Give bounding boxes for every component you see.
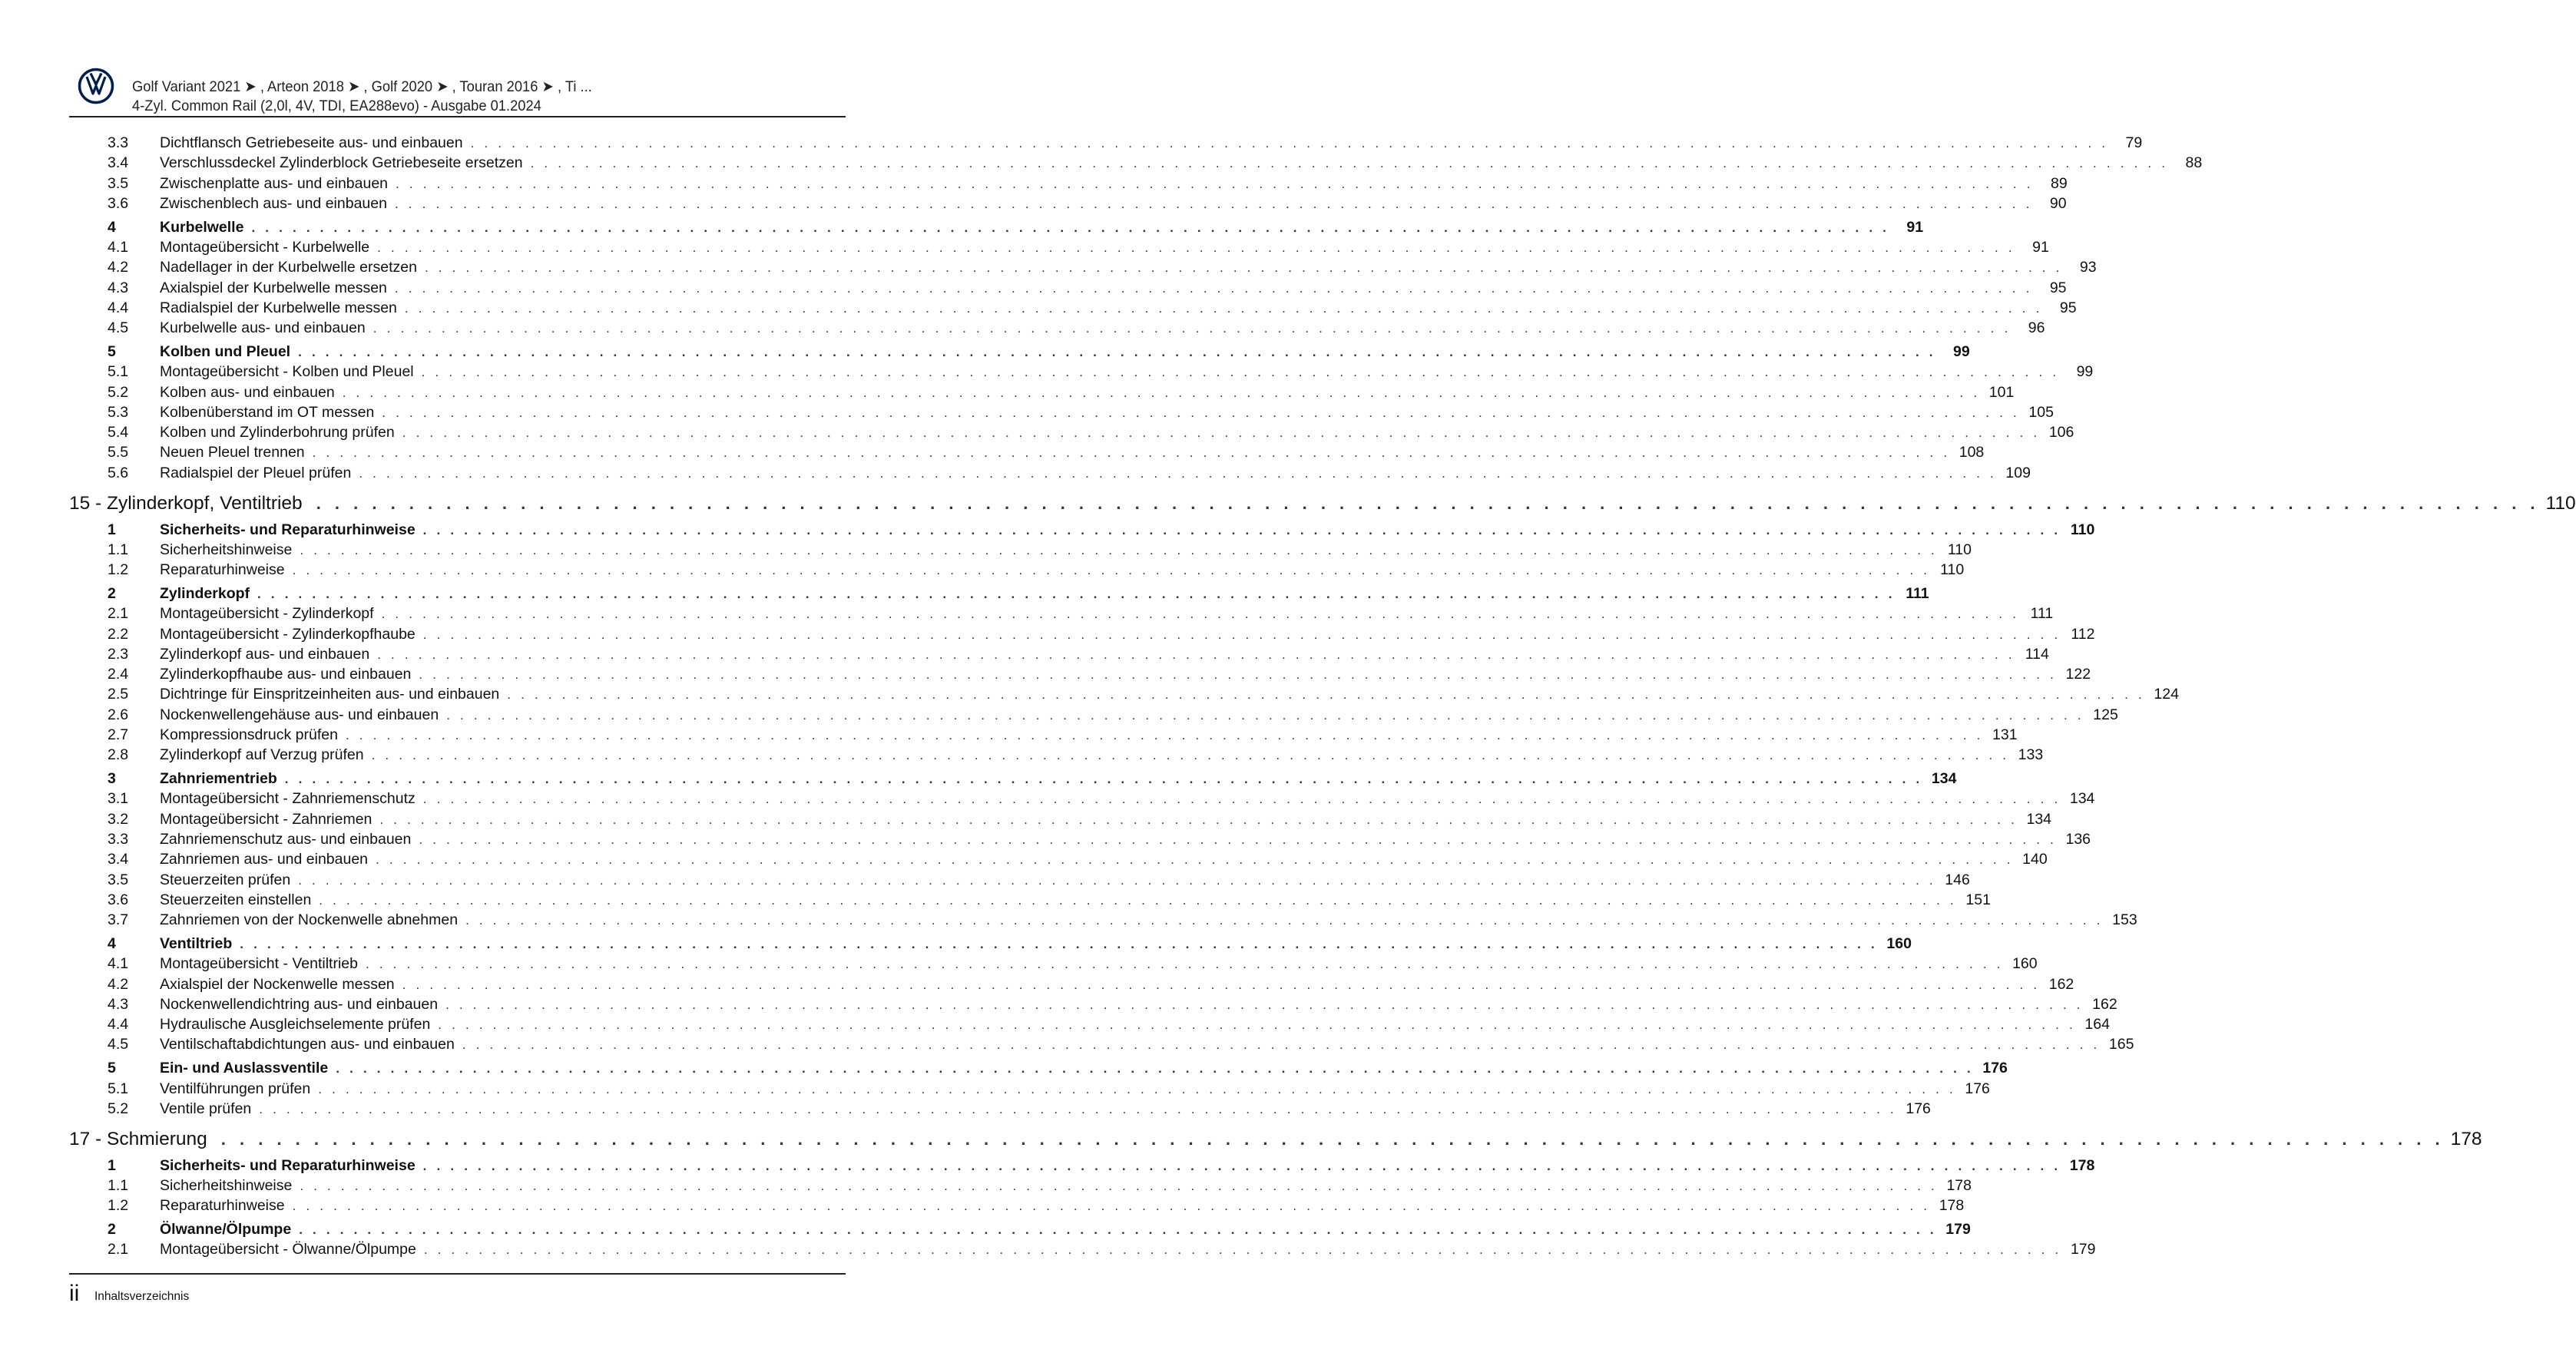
entry-page: 164: [2084, 1016, 2110, 1033]
entry-title: Axialspiel der Nockenwelle messen: [160, 975, 395, 993]
dot-leader: . . . . . . . . . . . . . . . . . . . . . . . . . . . . . . . . . . . . . . . . . . . . . . . . . . . . . . . . . . . . . . . . . . . . . . . . . . . . . . . . . . . . . . . . . . . . . . . . . . . . . . . . . . . . . . . . . . . . . . . .: [336, 1061, 1974, 1076]
entry-title: Ventilschaftabdichtungen aus- und einbauen: [160, 1036, 455, 1053]
toc-entry[interactable]: [69, 560, 1965, 580]
entry-number: 4.2: [108, 975, 129, 993]
dot-leader: . . . . . . . . . . . . . . . . . . . . . . . . . . . . . . . . . . . . . . . . . . . . . . . . . . . . . . . . . . . . . . . . . . . . . . . . . . . . . . . . . . . . . . . . . . . . . . . . . . . . . . . . . . . . . . . . . . . . . . . .: [319, 892, 1957, 908]
vw-logo: [78, 68, 114, 104]
toc-section[interactable]: [69, 1156, 2095, 1176]
dot-leader: . . . . . . . . . . . . . . . . . . . . . . . . . . . . . . . . . . . . . . . . . . . . . . . . . . . . . . . . . . . . . . . . . . . . . . . . . . . . . . . . . . . . . . . . . . . . . . . . . . . . . . . . . . . . . . . . . . . . . . . .: [530, 156, 2169, 171]
entry-number: 1: [108, 1156, 116, 1174]
entry-title: Zylinderkopf auf Verzug prüfen: [160, 746, 364, 764]
dot-leader: . . . . . . . . . . . . . . . . . . . . . . . . . . . . . . . . . . . . . . . . . . . . . . . . . . . . . . . . . . . . . . . . . . . . . . . . . . . . . . . . . . . . . . . . . . . . . . . . . . . . . . . . . . . . . . . . . . . . . . . .: [381, 607, 2020, 622]
entry-number: 2: [108, 1221, 116, 1239]
entry-title: Nockenwellengehäuse aus- und einbauen: [160, 706, 439, 723]
entry-number: 5.6: [108, 464, 129, 481]
toc-entry[interactable]: [69, 644, 2049, 664]
toc-chapter[interactable]: [69, 1126, 2482, 1152]
entry-title: 17 - Schmierung: [69, 1129, 207, 1150]
entry-title: Nockenwellendichtring aus- und einbauen: [160, 995, 439, 1013]
entry-title: Ölwanne/Ölpumpe: [160, 1221, 292, 1239]
toc-entry[interactable]: [69, 1239, 2096, 1259]
toc-entry[interactable]: [69, 910, 2137, 930]
toc-entry[interactable]: [69, 725, 2018, 745]
entry-title: Sicherheits- und Reparaturhinweise: [160, 1156, 416, 1174]
toc-entry[interactable]: [69, 1196, 1965, 1215]
toc-entry[interactable]: [69, 540, 1972, 560]
entry-title: Ein- und Auslassventile: [160, 1060, 329, 1077]
entry-title: Kolbenüberstand im OT messen: [160, 403, 375, 421]
entry-number: 4.3: [108, 995, 129, 1013]
entry-title: Reparaturhinweise: [160, 1197, 285, 1215]
entry-title: Zahnriementrieb: [160, 770, 277, 788]
toc-entry[interactable]: [69, 684, 2179, 704]
toc-chapter[interactable]: [69, 491, 2576, 516]
toc-entry[interactable]: [69, 382, 2015, 402]
entry-number: 1.2: [108, 1197, 129, 1215]
dot-leader: . . . . . . . . . . . . . . . . . . . . . . . . . . . . . . . . . . . . . . . . . . . . . . . . . . . . . . . . . . . . . . . . . . . . . . . . . . . . . . . . . . . . . . . . . . . . . . . . . . . . . . . . . . . . . . . . . . . . . . . .: [316, 494, 2540, 514]
toc-entry[interactable]: [69, 994, 2117, 1014]
footer-title: Inhaltsverzeichnis: [94, 1290, 190, 1303]
header-models: Golf Variant 2021 ➤ , Arteon 2018 ➤ , Golf 2020 ➤ , Touran 2016 ➤ , Ti ...: [132, 78, 592, 95]
entry-number: 2: [108, 584, 116, 602]
dot-leader: . . . . . . . . . . . . . . . . . . . . . . . . . . . . . . . . . . . . . . . . . . . . . . . . . . . . . . . . . . . . . . . . . . . . . . . . . . . . . . . . . . . . . . . . . . . . . . . . . . . . . . . . . . . . . . . . . . . . . . . .: [421, 365, 2060, 380]
entry-page: 153: [2112, 911, 2137, 929]
entry-title: Verschlussdeckel Zylinderblock Getriebeseite ersetzen: [160, 154, 523, 172]
entry-number: 1.1: [108, 541, 129, 558]
entry-page: 176: [1906, 1100, 1931, 1117]
entry-number: 4.1: [108, 955, 129, 973]
entry-page: 131: [1992, 726, 2018, 744]
entry-title: Zylinderkopf aus- und einbauen: [160, 645, 370, 663]
entry-page: 111: [2030, 605, 2054, 623]
entry-number: 5.1: [108, 363, 129, 381]
dot-leader: . . . . . . . . . . . . . . . . . . . . . . . . . . . . . . . . . . . . . . . . . . . . . . . . . . . . . . . . . . . . . . . . . . . . . . . . . . . . . . . . . . . . . . . . . . . . . . . . . . . . . . . . . . . . . . . . . . . . . . . .: [394, 280, 2033, 296]
entry-title: Ventile prüfen: [160, 1100, 252, 1117]
entry-title: Zylinderkopf: [160, 584, 250, 602]
entry-number: 5.5: [108, 444, 129, 461]
toc-entry[interactable]: [69, 402, 2054, 422]
header-engine-edition: 4-Zyl. Common Rail (2,0l, 4V, TDI, EA288evo) - Ausgabe 01.2024: [132, 98, 541, 114]
dot-leader: . . . . . . . . . . . . . . . . . . . . . . . . . . . . . . . . . . . . . . . . . . . . . . . . . . . . . . . . . . . . . . . . . . . . . . . . . . . . . . . . . . . . . . . . . . . . . . . . . . . . . . . . . . . . . . . . . . . . . . . .: [300, 1178, 1938, 1193]
entry-page: 178: [2069, 1156, 2095, 1174]
entry-page: 91: [2032, 238, 2049, 256]
entry-number: 3.1: [108, 790, 129, 808]
dot-leader: . . . . . . . . . . . . . . . . . . . . . . . . . . . . . . . . . . . . . . . . . . . . . . . . . . . . . . . . . . . . . . . . . . . . . . . . . . . . . . . . . . . . . . . . . . . . . . . . . . . . . . . . . . . . . . . . . . . . . . . .: [257, 586, 1896, 601]
entry-page: 90: [2049, 194, 2067, 212]
toc-entry[interactable]: [69, 705, 2118, 725]
toc-section[interactable]: [69, 1058, 2008, 1078]
dot-leader: . . . . . . . . . . . . . . . . . . . . . . . . . . . . . . . . . . . . . . . . . . . . . . . . . . . . . . . . . . . . . . . . . . . . . . . . . . . . . . . . . . . . . . . . . . . . . . . . . . . . . . . . . . . . . . . . . . . . . . . .: [312, 445, 1951, 461]
dot-leader: . . . . . . . . . . . . . . . . . . . . . . . . . . . . . . . . . . . . . . . . . . . . . . . . . . . . . . . . . . . . . . . . . . . . . . . . . . . . . . . . . . . . . . . . . . . . . . . . . . . . . . . . . . . . . . . . . . . . . . . .: [470, 136, 2109, 150]
dot-leader: . . . . . . . . . . . . . . . . . . . . . . . . . . . . . . . . . . . . . . . . . . . . . . . . . . . . . . . . . . . . . . . . . . . . . . . . . . . . . . . . . . . . . . . . . . . . . . . . . . . . . . . . . . . . . . . . . . . . . . . .: [422, 627, 2061, 642]
dot-leader: . . . . . . . . . . . . . . . . . . . . . . . . . . . . . . . . . . . . . . . . . . . . . . . . . . . . . . . . . . . . . . . . . . . . . . . . . . . . . . . . . . . . . . . . . . . . . . . . . . . . . . . . . . . . . . . . . . . . . . . .: [402, 425, 2041, 441]
dot-leader: . . . . . . . . . . . . . . . . . . . . . . . . . . . . . . . . . . . . . . . . . . . . . . . . . . . . . . . . . . . . . . . . . . . . . . . . . . . . . . . . . . . . . . . . . . . . . . . . . . . . . . . . . . . . . . . . . . . . . . . .: [377, 240, 2015, 255]
entry-page: 178: [1939, 1197, 1965, 1215]
entry-title: Montageübersicht - Zylinderkopf: [160, 605, 374, 623]
entry-number: 2.1: [108, 605, 129, 623]
dot-leader: . . . . . . . . . . . . . . . . . . . . . . . . . . . . . . . . . . . . . . . . . . . . . . . . . . . . . . . . . . . . . . . . . . . . . . . . . . . . . . . . . . . . . . . . . . . . . . . . . . . . . . . . . . . . . . . . . . . . . . . .: [299, 1222, 1937, 1238]
entry-page: 110: [1940, 561, 1965, 579]
dot-leader: . . . . . . . . . . . . . . . . . . . . . . . . . . . . . . . . . . . . . . . . . . . . . . . . . . . . . . . . . . . . . . . . . . . . . . . . . . . . . . . . . . . . . . . . . . . . . . . . . . . . . . . . . . . . . . . . . . . . . . . .: [376, 852, 2014, 868]
entry-title: Kurbelwelle: [160, 218, 244, 236]
document-header: [132, 78, 592, 116]
entry-page: 79: [2125, 134, 2143, 151]
toc-entry[interactable]: [69, 193, 2067, 213]
entry-title: Radialspiel der Kurbelwelle messen: [160, 299, 397, 316]
entry-number: 2.7: [108, 726, 129, 744]
entry-page: 108: [1958, 444, 1985, 461]
dot-leader: . . . . . . . . . . . . . . . . . . . . . . . . . . . . . . . . . . . . . . . . . . . . . . . . . . . . . . . . . . . . . . . . . . . . . . . . . . . . . . . . . . . . . . . . . . . . . . . . . . . . . . . . . . . . . . . . . . . . . . . .: [382, 405, 2020, 420]
entry-page: 101: [1988, 383, 2015, 401]
entry-page: 122: [2065, 666, 2091, 683]
entry-page: 146: [1945, 871, 1970, 888]
dot-leader: . . . . . . . . . . . . . . . . . . . . . . . . . . . . . . . . . . . . . . . . . . . . . . . . . . . . . . . . . . . . . . . . . . . . . . . . . . . . . . . . . . . . . . . . . . . . . . . . . . . . . . . . . . . . . . . . . . . . . . . .: [424, 260, 2063, 276]
dot-leader: . . . . . . . . . . . . . . . . . . . . . . . . . . . . . . . . . . . . . . . . . . . . . . . . . . . . . . . . . . . . . . . . . . . . . . . . . . . . . . . . . . . . . . . . . . . . . . . . . . . . . . . . . . . . . . . . . . . . . . . .: [298, 872, 1936, 888]
toc-section[interactable]: [69, 217, 1924, 237]
entry-number: 3.3: [108, 134, 129, 151]
entry-number: 4.1: [108, 238, 129, 256]
entry-page: 165: [2108, 1036, 2134, 1053]
entry-title: Montageübersicht - Zylinderkopfhaube: [160, 625, 416, 643]
dot-leader: . . . . . . . . . . . . . . . . . . . . . . . . . . . . . . . . . . . . . . . . . . . . . . . . . . . . . . . . . . . . . . . . . . . . . . . . . . . . . . . . . . . . . . . . . . . . . . . . . . . . . . . . . . . . . . . . . . . . . . . .: [422, 522, 2061, 537]
dot-leader: . . . . . . . . . . . . . . . . . . . . . . . . . . . . . . . . . . . . . . . . . . . . . . . . . . . . . . . . . . . . . . . . . . . . . . . . . . . . . . . . . . . . . . . . . . . . . . . . . . . . . . . . . . . . . . . . . . . . . . . .: [292, 1199, 1931, 1214]
entry-page: 178: [2450, 1129, 2482, 1150]
entry-number: 4.4: [108, 1016, 129, 1033]
dot-leader: . . . . . . . . . . . . . . . . . . . . . . . . . . . . . . . . . . . . . . . . . . . . . . . . . . . . . . . . . . . . . . . . . . . . . . . . . . . . . . . . . . . . . . . . . . . . . . . . . . . . . . . . . . . . . . . . . . . . . . . .: [259, 1101, 1897, 1116]
toc-section[interactable]: [69, 934, 1912, 954]
dot-leader: . . . . . . . . . . . . . . . . . . . . . . . . . . . . . . . . . . . . . . . . . . . . . . . . . . . . . . . . . . . . . . . . . . . . . . . . . . . . . . . . . . . . . . . . . . . . . . . . . . . . . . . . . . . . . . . . . . . . . . . .: [423, 1242, 2062, 1258]
entry-number: 3.6: [108, 194, 129, 212]
dot-leader: . . . . . . . . . . . . . . . . . . . . . . . . . . . . . . . . . . . . . . . . . . . . . . . . . . . . . . . . . . . . . . . . . . . . . . . . . . . . . . . . . . . . . . . . . . . . . . . . . . . . . . . . . . . . . . . . . . . . . . . .: [345, 728, 1984, 743]
dot-leader: . . . . . . . . . . . . . . . . . . . . . . . . . . . . . . . . . . . . . . . . . . . . . . . . . . . . . . . . . . . . . . . . . . . . . . . . . . . . . . . . . . . . . . . . . . . . . . . . . . . . . . . . . . . . . . . . . . . . . . . .: [438, 1017, 2076, 1033]
entry-page: 136: [2065, 831, 2091, 848]
entry-number: 5.4: [108, 424, 129, 442]
entry-number: 3.6: [108, 891, 129, 908]
entry-number: 3.4: [108, 154, 129, 172]
dot-leader: . . . . . . . . . . . . . . . . . . . . . . . . . . . . . . . . . . . . . . . . . . . . . . . . . . . . . . . . . . . . . . . . . . . . . . . . . . . . . . . . . . . . . . . . . . . . . . . . . . . . . . . . . . . . . . . . . . . . . . . .: [220, 1129, 2445, 1149]
entry-number: 2.3: [108, 645, 129, 663]
entry-page: 109: [2005, 464, 2031, 481]
toc-entry[interactable]: [69, 318, 2045, 338]
dot-leader: . . . . . . . . . . . . . . . . . . . . . . . . . . . . . . . . . . . . . . . . . . . . . . . . . . . . . . . . . . . . . . . . . . . . . . . . . . . . . . . . . . . . . . . . . . . . . . . . . . . . . . . . . . . . . . . . . . . . . . . .: [251, 220, 1890, 235]
entry-title: Sicherheitshinweise: [160, 541, 293, 558]
entry-page: 162: [2048, 975, 2074, 993]
dot-leader: . . . . . . . . . . . . . . . . . . . . . . . . . . . . . . . . . . . . . . . . . . . . . . . . . . . . . . . . . . . . . . . . . . . . . . . . . . . . . . . . . . . . . . . . . . . . . . . . . . . . . . . . . . . . . . . . . . . . . . . .: [422, 1158, 2061, 1173]
entry-page: 99: [1953, 342, 1970, 360]
entry-title: Kolben aus- und einbauen: [160, 383, 335, 401]
entry-page: 112: [2071, 625, 2095, 643]
toc-entry[interactable]: [69, 362, 2094, 382]
toc-section[interactable]: [69, 1219, 1971, 1239]
dot-leader: . . . . . . . . . . . . . . . . . . . . . . . . . . . . . . . . . . . . . . . . . . . . . . . . . . . . . . . . . . . . . . . . . . . . . . . . . . . . . . . . . . . . . . . . . . . . . . . . . . . . . . . . . . . . . . . . . . . . . . . .: [446, 707, 2084, 723]
entry-number: 3.5: [108, 871, 129, 888]
entry-page: 178: [1946, 1176, 1972, 1194]
entry-title: Zwischenplatte aus- und einbauen: [160, 174, 389, 192]
toc-entry[interactable]: [69, 1034, 2134, 1054]
footer-rule: [69, 1273, 846, 1275]
entry-page: 105: [2028, 403, 2054, 421]
entry-page: 91: [1906, 218, 1924, 236]
entry-title: Ventilführungen prüfen: [160, 1080, 311, 1097]
entry-number: 2.1: [108, 1241, 129, 1258]
entry-title: Kurbelwelle aus- und einbauen: [160, 319, 366, 337]
entry-title: Reparaturhinweise: [160, 561, 285, 579]
entry-title: Zwischenblech aus- und einbauen: [160, 194, 387, 212]
entry-title: Ventiltrieb: [160, 934, 233, 952]
toc-entry[interactable]: [69, 789, 2095, 809]
dot-leader: . . . . . . . . . . . . . . . . . . . . . . . . . . . . . . . . . . . . . . . . . . . . . . . . . . . . . . . . . . . . . . . . . . . . . . . . . . . . . . . . . . . . . . . . . . . . . . . . . . . . . . . . . . . . . . . . . . . . . . . .: [422, 792, 2061, 807]
entry-number: 1: [108, 521, 116, 538]
toc-entry[interactable]: [69, 442, 1985, 462]
toc-entry[interactable]: [69, 422, 2074, 442]
entry-title: Zahnriemen von der Nockenwelle abnehmen: [160, 911, 459, 929]
toc-entry[interactable]: [69, 974, 2074, 994]
entry-number: 3: [108, 770, 116, 788]
entry-number: 3.3: [108, 831, 129, 848]
entry-page: 176: [1982, 1060, 2008, 1077]
entry-title: Nadellager in der Kurbelwelle ersetzen: [160, 259, 417, 276]
entry-number: 5.2: [108, 1100, 129, 1117]
entry-number: 3.2: [108, 810, 129, 828]
entry-title: Zylinderkopfhaube aus- und einbauen: [160, 666, 412, 683]
entry-title: Zahnriemenschutz aus- und einbauen: [160, 831, 412, 848]
dot-leader: . . . . . . . . . . . . . . . . . . . . . . . . . . . . . . . . . . . . . . . . . . . . . . . . . . . . . . . . . . . . . . . . . . . . . . . . . . . . . . . . . . . . . . . . . . . . . . . . . . . . . . . . . . . . . . . . . . . . . . . .: [377, 647, 2015, 662]
page-number: ii: [69, 1281, 80, 1306]
entry-title: Zahnriemen aus- und einbauen: [160, 851, 369, 868]
entry-page: 95: [2059, 299, 2077, 316]
toc-entry[interactable]: [69, 664, 2091, 684]
entry-number: 4: [108, 218, 116, 236]
toc-entry[interactable]: [69, 745, 2044, 765]
dot-leader: . . . . . . . . . . . . . . . . . . . . . . . . . . . . . . . . . . . . . . . . . . . . . . . . . . . . . . . . . . . . . . . . . . . . . . . . . . . . . . . . . . . . . . . . . . . . . . . . . . . . . . . . . . . . . . . . . . . . . . . .: [394, 196, 2033, 211]
entry-page: 134: [2026, 810, 2052, 828]
entry-page: 95: [2049, 279, 2067, 296]
table-of-contents: [69, 133, 2576, 1260]
entry-title: Steuerzeiten prüfen: [160, 871, 291, 888]
entry-page: 134: [1931, 770, 1957, 788]
entry-title: Steuerzeiten einstellen: [160, 891, 312, 908]
entry-title: Kompressionsdruck prüfen: [160, 726, 338, 744]
entry-number: 3.5: [108, 174, 129, 192]
entry-number: 2.2: [108, 625, 129, 643]
dot-leader: . . . . . . . . . . . . . . . . . . . . . . . . . . . . . . . . . . . . . . . . . . . . . . . . . . . . . . . . . . . . . . . . . . . . . . . . . . . . . . . . . . . . . . . . . . . . . . . . . . . . . . . . . . . . . . . . . . . . . . . .: [462, 1037, 2101, 1053]
entry-page: 179: [1945, 1221, 1971, 1239]
entry-page: 133: [2018, 746, 2044, 764]
entry-number: 2.6: [108, 706, 129, 723]
entry-page: 88: [2185, 154, 2203, 172]
toc-entry[interactable]: [69, 278, 2067, 298]
entry-page: 89: [2050, 174, 2068, 192]
toc-entry[interactable]: [69, 849, 2048, 869]
dot-leader: . . . . . . . . . . . . . . . . . . . . . . . . . . . . . . . . . . . . . . . . . . . . . . . . . . . . . . . . . . . . . . . . . . . . . . . . . . . . . . . . . . . . . . . . . . . . . . . . . . . . . . . . . . . . . . . . . . . . . . . .: [240, 936, 1878, 951]
entry-page: 134: [2069, 790, 2095, 808]
entry-page: 140: [2022, 851, 2048, 868]
toc-entry[interactable]: [69, 174, 2068, 193]
toc-entry[interactable]: [69, 298, 2077, 318]
dot-leader: . . . . . . . . . . . . . . . . . . . . . . . . . . . . . . . . . . . . . . . . . . . . . . . . . . . . . . . . . . . . . . . . . . . . . . . . . . . . . . . . . . . . . . . . . . . . . . . . . . . . . . . . . . . . . . . . . . . . . . . .: [419, 832, 2058, 847]
entry-page: 106: [2048, 424, 2074, 442]
dot-leader: . . . . . . . . . . . . . . . . . . . . . . . . . . . . . . . . . . . . . . . . . . . . . . . . . . . . . . . . . . . . . . . . . . . . . . . . . . . . . . . . . . . . . . . . . . . . . . . . . . . . . . . . . . . . . . . . . . . . . . . .: [445, 997, 2084, 1012]
entry-page: 111: [1906, 584, 1929, 602]
dot-leader: . . . . . . . . . . . . . . . . . . . . . . . . . . . . . . . . . . . . . . . . . . . . . . . . . . . . . . . . . . . . . . . . . . . . . . . . . . . . . . . . . . . . . . . . . . . . . . . . . . . . . . . . . . . . . . . . . . . . . . . .: [300, 542, 1938, 557]
entry-number: 4.5: [108, 319, 129, 337]
entry-page: 124: [2154, 686, 2179, 703]
entry-number: 5: [108, 1060, 116, 1077]
entry-title: Neuen Pleuel trennen: [160, 444, 305, 461]
entry-number: 3.7: [108, 911, 129, 929]
entry-title: Sicherheits- und Reparaturhinweise: [160, 521, 416, 538]
entry-page: 160: [1886, 934, 1912, 952]
entry-title: Montageübersicht - Zahnriemen: [160, 810, 372, 828]
dot-leader: . . . . . . . . . . . . . . . . . . . . . . . . . . . . . . . . . . . . . . . . . . . . . . . . . . . . . . . . . . . . . . . . . . . . . . . . . . . . . . . . . . . . . . . . . . . . . . . . . . . . . . . . . . . . . . . . . . . . . . . .: [318, 1081, 1956, 1096]
entry-title: Montageübersicht - Ventiltrieb: [160, 955, 358, 973]
toc-entry[interactable]: [69, 237, 2049, 257]
entry-number: 4.3: [108, 279, 129, 296]
entry-page: 114: [2025, 645, 2049, 663]
entry-title: Hydraulische Ausgleichselemente prüfen: [160, 1016, 431, 1033]
toc-entry[interactable]: [69, 829, 2091, 849]
toc-entry[interactable]: [69, 604, 2054, 623]
entry-number: 2.4: [108, 666, 129, 683]
entry-page: 93: [2079, 259, 2097, 276]
toc-entry[interactable]: [69, 1099, 1931, 1119]
entry-title: Kolben und Pleuel: [160, 342, 291, 360]
dot-leader: . . . . . . . . . . . . . . . . . . . . . . . . . . . . . . . . . . . . . . . . . . . . . . . . . . . . . . . . . . . . . . . . . . . . . . . . . . . . . . . . . . . . . . . . . . . . . . . . . . . . . . . . . . . . . . . . . . . . . . . .: [379, 812, 2018, 827]
dot-leader: . . . . . . . . . . . . . . . . . . . . . . . . . . . . . . . . . . . . . . . . . . . . . . . . . . . . . . . . . . . . . . . . . . . . . . . . . . . . . . . . . . . . . . . . . . . . . . . . . . . . . . . . . . . . . . . . . . . . . . . .: [359, 465, 1997, 481]
entry-title: Sicherheitshinweise: [160, 1176, 293, 1194]
entry-page: 110: [2545, 493, 2576, 514]
entry-number: 1.1: [108, 1176, 129, 1194]
dot-leader: . . . . . . . . . . . . . . . . . . . . . . . . . . . . . . . . . . . . . . . . . . . . . . . . . . . . . . . . . . . . . . . . . . . . . . . . . . . . . . . . . . . . . . . . . . . . . . . . . . . . . . . . . . . . . . . . . . . . . . . .: [404, 300, 2043, 316]
toc-entry[interactable]: [69, 809, 2052, 829]
toc-entry[interactable]: [69, 133, 2143, 153]
entry-title: Montageübersicht - Ölwanne/Ölpumpe: [160, 1241, 416, 1258]
entry-number: 5.1: [108, 1080, 129, 1097]
entry-number: 4.2: [108, 259, 129, 276]
entry-title: Radialspiel der Pleuel prüfen: [160, 464, 352, 481]
dot-leader: . . . . . . . . . . . . . . . . . . . . . . . . . . . . . . . . . . . . . . . . . . . . . . . . . . . . . . . . . . . . . . . . . . . . . . . . . . . . . . . . . . . . . . . . . . . . . . . . . . . . . . . . . . . . . . . . . . . . . . . .: [402, 977, 2041, 992]
entry-page: 99: [2076, 363, 2094, 381]
entry-title: Kolben und Zylinderbohrung prüfen: [160, 424, 395, 442]
entry-title: Montageübersicht - Zahnriemenschutz: [160, 790, 416, 808]
toc-section[interactable]: [69, 584, 1929, 604]
dot-leader: . . . . . . . . . . . . . . . . . . . . . . . . . . . . . . . . . . . . . . . . . . . . . . . . . . . . . . . . . . . . . . . . . . . . . . . . . . . . . . . . . . . . . . . . . . . . . . . . . . . . . . . . . . . . . . . . . . . . . . . .: [284, 772, 1923, 787]
entry-number: 5.2: [108, 383, 129, 401]
entry-number: 1.2: [108, 561, 129, 579]
toc-entry[interactable]: [69, 463, 2031, 483]
entry-title: Axialspiel der Kurbelwelle messen: [160, 279, 387, 296]
toc-entry[interactable]: [69, 890, 1991, 910]
entry-number: 4.4: [108, 299, 129, 316]
entry-title: Montageübersicht - Kurbelwelle: [160, 238, 370, 256]
toc-section[interactable]: [69, 520, 2095, 540]
dot-leader: . . . . . . . . . . . . . . . . . . . . . . . . . . . . . . . . . . . . . . . . . . . . . . . . . . . . . . . . . . . . . . . . . . . . . . . . . . . . . . . . . . . . . . . . . . . . . . . . . . . . . . . . . . . . . . . . . . . . . . . .: [419, 667, 2058, 683]
entry-number: 5: [108, 342, 116, 360]
entry-title: 15 - Zylinderkopf, Ventiltrieb: [69, 493, 303, 514]
entry-page: 160: [2012, 955, 2038, 973]
dot-leader: . . . . . . . . . . . . . . . . . . . . . . . . . . . . . . . . . . . . . . . . . . . . . . . . . . . . . . . . . . . . . . . . . . . . . . . . . . . . . . . . . . . . . . . . . . . . . . . . . . . . . . . . . . . . . . . . . . . . . . . .: [292, 563, 1931, 578]
toc-entry[interactable]: [69, 153, 2203, 173]
entry-page: 162: [2092, 995, 2117, 1013]
toc-entry[interactable]: [69, 1079, 1990, 1099]
toc-entry[interactable]: [69, 870, 1970, 890]
toc-section[interactable]: [69, 342, 1970, 362]
dot-leader: . . . . . . . . . . . . . . . . . . . . . . . . . . . . . . . . . . . . . . . . . . . . . . . . . . . . . . . . . . . . . . . . . . . . . . . . . . . . . . . . . . . . . . . . . . . . . . . . . . . . . . . . . . . . . . . . . . . . . . . .: [365, 957, 2004, 972]
entry-number: 2.5: [108, 686, 129, 703]
dot-leader: . . . . . . . . . . . . . . . . . . . . . . . . . . . . . . . . . . . . . . . . . . . . . . . . . . . . . . . . . . . . . . . . . . . . . . . . . . . . . . . . . . . . . . . . . . . . . . . . . . . . . . . . . . . . . . . . . . . . . . . .: [298, 344, 1936, 359]
dot-leader: . . . . . . . . . . . . . . . . . . . . . . . . . . . . . . . . . . . . . . . . . . . . . . . . . . . . . . . . . . . . . . . . . . . . . . . . . . . . . . . . . . . . . . . . . . . . . . . . . . . . . . . . . . . . . . . . . . . . . . . .: [342, 385, 1981, 400]
toc-entry[interactable]: [69, 954, 2038, 974]
toc-section[interactable]: [69, 769, 1957, 789]
entry-title: Dichtflansch Getriebeseite aus- und einbauen: [160, 134, 463, 151]
entry-number: 2.8: [108, 746, 129, 764]
entry-page: 176: [1965, 1080, 1990, 1097]
entry-page: 110: [1947, 541, 1972, 558]
entry-title: Dichtringe für Einspritzeinheiten aus- und einbauen: [160, 686, 500, 703]
entry-page: 110: [2070, 521, 2095, 538]
entry-page: 125: [2093, 706, 2118, 723]
entry-page: 96: [2028, 319, 2045, 337]
entry-title: Montageübersicht - Kolben und Pleuel: [160, 363, 414, 381]
toc-entry[interactable]: [69, 1176, 1972, 1196]
dot-leader: . . . . . . . . . . . . . . . . . . . . . . . . . . . . . . . . . . . . . . . . . . . . . . . . . . . . . . . . . . . . . . . . . . . . . . . . . . . . . . . . . . . . . . . . . . . . . . . . . . . . . . . . . . . . . . . . . . . . . . . .: [371, 748, 2010, 763]
entry-number: 5.3: [108, 403, 129, 421]
entry-page: 179: [2070, 1241, 2096, 1258]
header-rule: [69, 116, 846, 117]
dot-leader: . . . . . . . . . . . . . . . . . . . . . . . . . . . . . . . . . . . . . . . . . . . . . . . . . . . . . . . . . . . . . . . . . . . . . . . . . . . . . . . . . . . . . . . . . . . . . . . . . . . . . . . . . . . . . . . . . . . . . . . .: [507, 687, 2145, 703]
dot-leader: . . . . . . . . . . . . . . . . . . . . . . . . . . . . . . . . . . . . . . . . . . . . . . . . . . . . . . . . . . . . . . . . . . . . . . . . . . . . . . . . . . . . . . . . . . . . . . . . . . . . . . . . . . . . . . . . . . . . . . . .: [396, 176, 2034, 191]
entry-number: 4.5: [108, 1036, 129, 1053]
toc-entry[interactable]: [69, 257, 2097, 277]
entry-page: 151: [1965, 891, 1991, 908]
toc-entry[interactable]: [69, 1014, 2110, 1034]
dot-leader: . . . . . . . . . . . . . . . . . . . . . . . . . . . . . . . . . . . . . . . . . . . . . . . . . . . . . . . . . . . . . . . . . . . . . . . . . . . . . . . . . . . . . . . . . . . . . . . . . . . . . . . . . . . . . . . . . . . . . . . .: [465, 913, 2104, 928]
toc-entry[interactable]: [69, 624, 2095, 644]
dot-leader: . . . . . . . . . . . . . . . . . . . . . . . . . . . . . . . . . . . . . . . . . . . . . . . . . . . . . . . . . . . . . . . . . . . . . . . . . . . . . . . . . . . . . . . . . . . . . . . . . . . . . . . . . . . . . . . . . . . . . . . .: [372, 321, 2011, 336]
entry-number: 3.4: [108, 851, 129, 868]
entry-number: 4: [108, 934, 116, 952]
